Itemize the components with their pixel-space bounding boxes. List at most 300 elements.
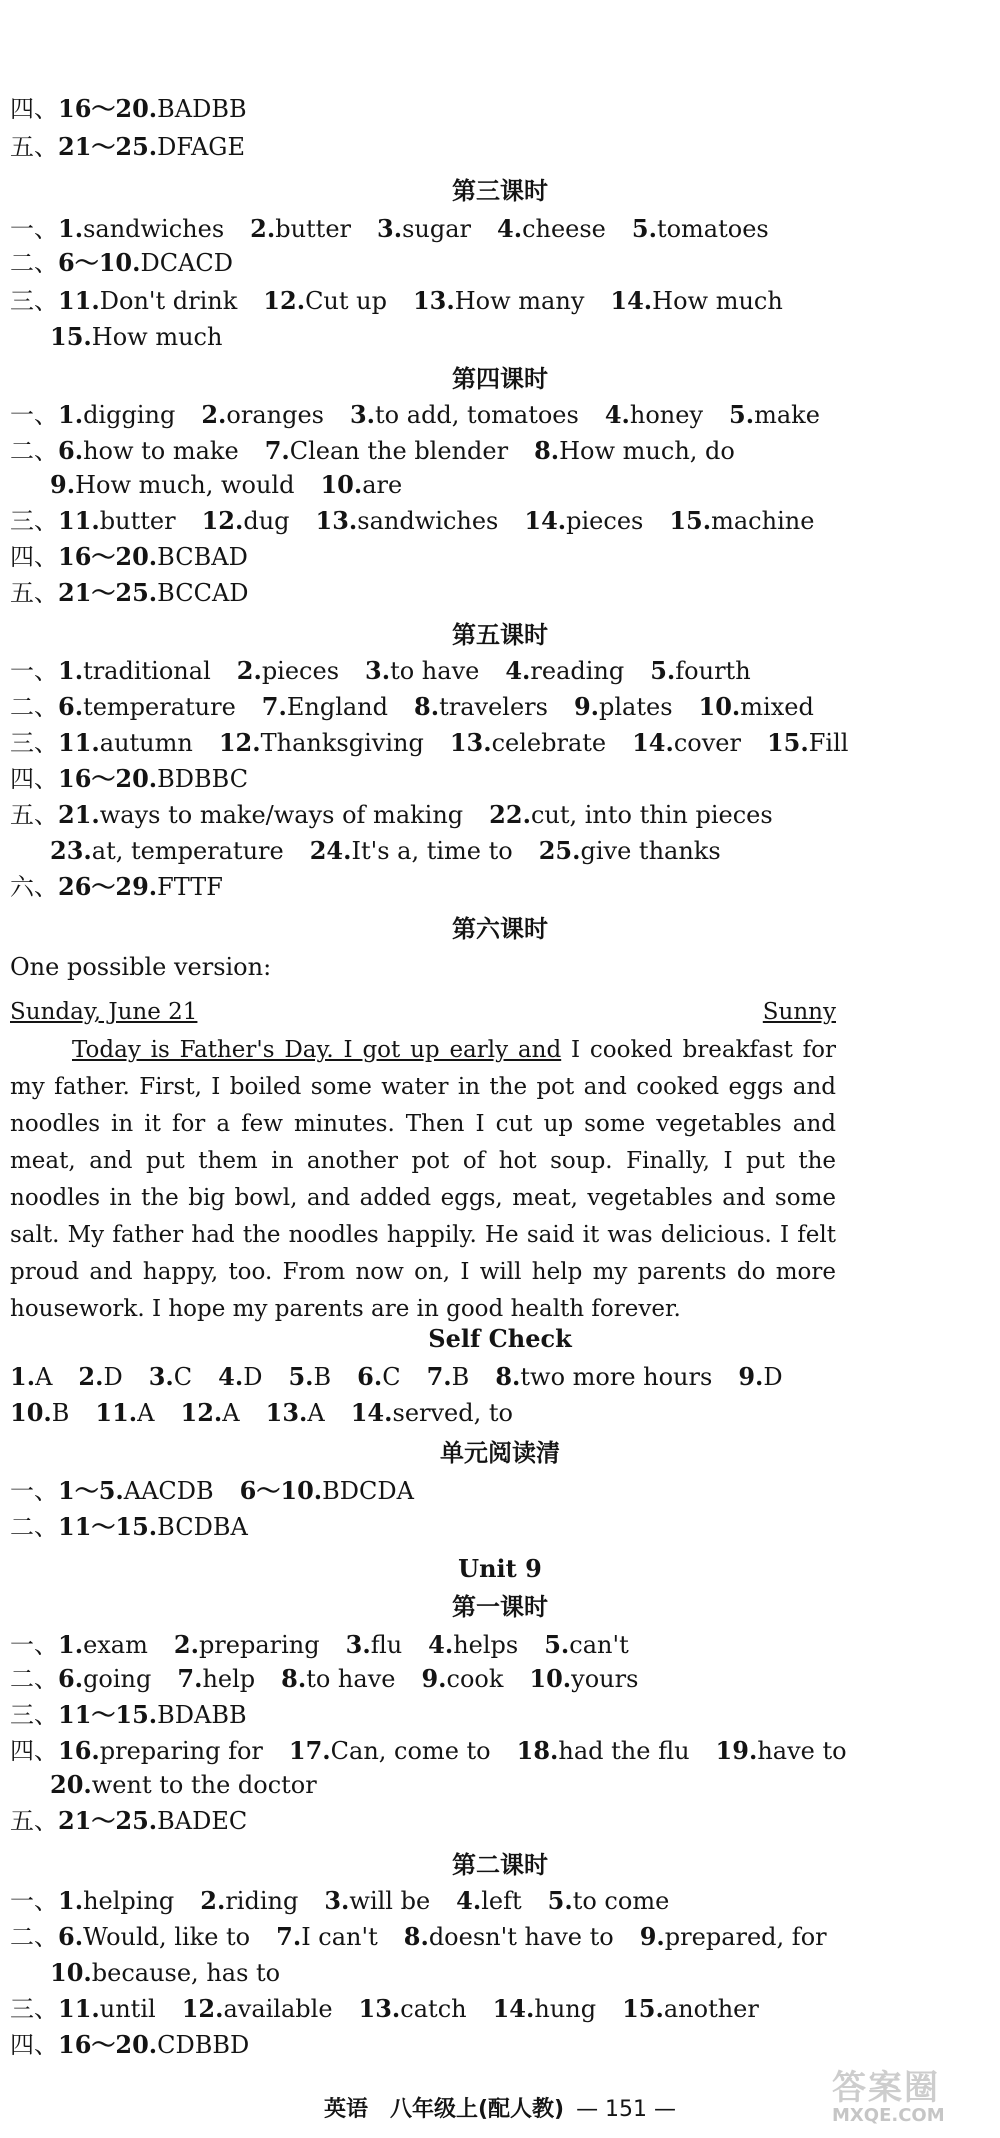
answer-item xyxy=(440,1436,560,1470)
answer-line xyxy=(50,320,990,354)
answer-item xyxy=(699,690,814,724)
answer-text: Clean the blender xyxy=(289,437,509,465)
question-number: 4. xyxy=(456,1886,482,1915)
question-number: 13. xyxy=(265,1398,308,1427)
answer-item xyxy=(428,1628,518,1662)
answer-item xyxy=(10,1804,247,1838)
answer-item xyxy=(738,1360,782,1394)
question-number: 16～20. xyxy=(58,542,158,571)
answer-item xyxy=(640,1920,827,1954)
part-number: 二、 xyxy=(10,693,58,721)
answer-item xyxy=(669,504,814,538)
answer-line xyxy=(10,576,990,610)
part-number: 二、 xyxy=(10,1923,58,1951)
answer-text: prepared, for xyxy=(664,1923,827,1951)
question-number: 17. xyxy=(288,1736,331,1765)
part-number: 三、 xyxy=(10,1995,58,2023)
question-number: 2. xyxy=(200,1886,226,1915)
answer-item xyxy=(10,870,223,904)
answer-item xyxy=(10,398,175,432)
watermark-url: MXQE.COM xyxy=(832,2105,945,2126)
answer-item xyxy=(219,726,424,760)
answer-line xyxy=(10,950,990,984)
question-number: 12. xyxy=(180,1398,223,1427)
question-number: 9. xyxy=(50,470,76,499)
part-number: 五、 xyxy=(10,1807,58,1835)
question-number: 24. xyxy=(309,836,352,865)
answer-item xyxy=(359,1992,467,2026)
answer-text: cut, into thin pieces xyxy=(530,801,773,829)
answer-line xyxy=(10,504,990,538)
answer-text: preparing xyxy=(198,1631,320,1659)
answer-item xyxy=(50,834,284,868)
section-heading xyxy=(10,1552,990,1586)
answer-item xyxy=(10,690,236,724)
answer-item xyxy=(544,1628,629,1662)
question-number: 9. xyxy=(639,1922,665,1951)
answer-item xyxy=(505,654,624,688)
answer-line xyxy=(10,1698,990,1732)
section-title: Self Check xyxy=(428,1324,572,1353)
answer-text: BADEC xyxy=(157,1807,248,1835)
answer-item xyxy=(404,1920,614,1954)
question-number: 4. xyxy=(497,214,523,243)
answer-item xyxy=(288,1360,331,1394)
question-number: 9. xyxy=(573,692,599,721)
answer-text: sandwiches xyxy=(357,507,499,535)
answer-item xyxy=(10,2028,249,2062)
question-number: 13. xyxy=(358,1994,401,2023)
answer-text: to come xyxy=(572,1887,670,1915)
part-number: 一、 xyxy=(10,215,58,243)
answer-item xyxy=(149,1360,192,1394)
answer-item xyxy=(200,1884,298,1918)
question-number: 21～25. xyxy=(58,1806,158,1835)
answer-item xyxy=(10,1474,214,1508)
answer-item xyxy=(427,1360,470,1394)
answer-text: had the flu xyxy=(558,1737,690,1765)
question-number: 14. xyxy=(610,286,653,315)
question-number: 6～10. xyxy=(239,1476,323,1505)
section-title: 第三课时 xyxy=(452,176,548,205)
answer-text: oranges xyxy=(226,401,324,429)
answer-text: at, temperature xyxy=(91,837,284,865)
question-number: 3. xyxy=(365,656,391,685)
question-number: 4. xyxy=(604,400,630,429)
question-number: 5. xyxy=(631,214,657,243)
answer-text: tomatoes xyxy=(656,215,769,243)
question-number: 12. xyxy=(218,728,261,757)
question-number: 14. xyxy=(492,1994,535,2023)
section-title: 单元阅读清 xyxy=(440,1438,560,1467)
answer-text: help xyxy=(202,1665,256,1693)
question-number: 11. xyxy=(58,286,100,315)
answer-line xyxy=(10,398,990,432)
answer-item xyxy=(262,690,388,724)
answer-line xyxy=(10,540,990,574)
answer-line xyxy=(10,1628,990,1662)
answer-text: A xyxy=(35,1363,53,1391)
question-number: 3. xyxy=(345,1630,371,1659)
question-number: 13. xyxy=(449,728,492,757)
answer-text: to have xyxy=(390,657,480,685)
answer-text: Thanksgiving xyxy=(260,729,424,757)
question-number: 7. xyxy=(261,692,287,721)
answer-text: doesn't have to xyxy=(428,1923,614,1951)
answer-text: B xyxy=(51,1399,70,1427)
answer-line xyxy=(10,92,990,126)
part-number: 三、 xyxy=(10,1701,58,1729)
answer-item xyxy=(281,1662,395,1696)
answer-text: AACDB xyxy=(123,1477,214,1505)
answer-text: preparing for xyxy=(99,1737,263,1765)
answer-item xyxy=(534,434,735,468)
question-number: 12. xyxy=(201,506,244,535)
answer-text: pieces xyxy=(566,507,644,535)
answer-text: Fill xyxy=(808,729,849,757)
answer-text: BCCAD xyxy=(157,579,249,607)
part-number: 四、 xyxy=(10,765,58,793)
answer-text: C xyxy=(382,1363,401,1391)
answer-item xyxy=(539,834,721,868)
answer-item xyxy=(767,726,848,760)
answer-item xyxy=(10,130,245,164)
answer-text: fourth xyxy=(675,657,751,685)
answer-line xyxy=(10,1510,990,1544)
answer-item xyxy=(50,468,294,502)
diary-weather: Sunny xyxy=(762,999,836,1025)
answer-item xyxy=(632,726,741,760)
answer-line xyxy=(10,246,990,280)
answer-item xyxy=(174,1628,320,1662)
answer-item xyxy=(182,1992,333,2026)
question-number: 12. xyxy=(181,1994,224,2023)
part-number: 一、 xyxy=(10,401,58,429)
answer-text: can't xyxy=(569,1631,629,1659)
answer-text: going xyxy=(83,1665,152,1693)
question-number: 6. xyxy=(58,1664,84,1693)
model-essay xyxy=(10,1032,836,1328)
answer-item xyxy=(10,1992,156,2026)
question-number: 7. xyxy=(177,1664,203,1693)
answer-item xyxy=(289,1734,491,1768)
answer-line xyxy=(10,130,990,164)
question-number: 13. xyxy=(315,506,358,535)
answer-item xyxy=(177,1662,255,1696)
question-number: 13. xyxy=(412,286,455,315)
part-number: 二、 xyxy=(10,1665,58,1693)
answer-text: D xyxy=(243,1363,263,1391)
answer-text: D xyxy=(103,1363,123,1391)
question-number: 10. xyxy=(698,692,741,721)
answer-text: served, to xyxy=(392,1399,513,1427)
answer-item xyxy=(622,1992,759,2026)
question-number: 20. xyxy=(50,1770,92,1799)
answer-item xyxy=(202,504,290,538)
question-number: 1～5. xyxy=(58,1476,124,1505)
answer-item xyxy=(489,798,773,832)
answer-line xyxy=(10,1804,990,1838)
question-number: 3. xyxy=(377,214,403,243)
section-heading xyxy=(10,1848,990,1882)
part-number: 四、 xyxy=(10,2031,58,2059)
answer-line xyxy=(10,1884,990,1918)
part-number: 四、 xyxy=(10,1737,58,1765)
answer-text: How much xyxy=(91,323,223,351)
answer-item xyxy=(456,1884,521,1918)
answer-item xyxy=(346,1628,403,1662)
answer-item xyxy=(324,1884,430,1918)
answer-text: CDBBD xyxy=(157,2031,250,2059)
answer-text: honey xyxy=(629,401,704,429)
answer-text: B xyxy=(451,1363,470,1391)
question-number: 6. xyxy=(58,1922,84,1951)
answer-text: another xyxy=(663,1995,759,2023)
answer-item xyxy=(650,654,750,688)
section-heading xyxy=(10,174,990,208)
answer-text: dug xyxy=(243,507,290,535)
answer-item xyxy=(517,1734,690,1768)
answer-text: travelers xyxy=(439,693,548,721)
section-title: 第一课时 xyxy=(452,1592,548,1621)
question-number: 26～29. xyxy=(58,872,158,901)
question-number: 21～25. xyxy=(58,132,158,161)
answer-text: DCACD xyxy=(140,249,233,277)
answer-item xyxy=(351,1396,513,1430)
answer-line xyxy=(10,212,990,246)
answer-item xyxy=(50,1956,280,1990)
answer-text: to have xyxy=(306,1665,396,1693)
answer-text: BDCDA xyxy=(322,1477,414,1505)
answer-text: butter xyxy=(99,507,176,535)
question-number: 11. xyxy=(95,1398,138,1427)
answer-text: cheese xyxy=(522,215,606,243)
answer-line xyxy=(10,726,990,760)
question-number: 4. xyxy=(218,1362,244,1391)
question-number: 21～25. xyxy=(58,578,158,607)
part-number: 一、 xyxy=(10,1887,58,1915)
answer-text: give thanks xyxy=(580,837,721,865)
answer-item xyxy=(497,212,606,246)
answer-text: It's a, time to xyxy=(351,837,513,865)
answer-text: cook xyxy=(446,1665,504,1693)
answer-line xyxy=(50,1768,990,1802)
answer-item xyxy=(452,174,548,208)
essay-lead: Today is Father's Day. I got up early and xyxy=(72,1037,562,1063)
answer-item xyxy=(10,762,248,796)
part-number: 二、 xyxy=(10,249,58,277)
answer-item xyxy=(452,618,548,652)
answer-text: Would, like to xyxy=(83,1923,251,1951)
answer-line xyxy=(10,1360,990,1394)
answer-text: cover xyxy=(673,729,741,757)
question-number: 7. xyxy=(426,1362,452,1391)
answer-item xyxy=(729,398,820,432)
answer-item xyxy=(10,1920,250,1954)
answer-item xyxy=(10,950,271,984)
part-number: 三、 xyxy=(10,287,58,315)
answer-item xyxy=(452,1848,548,1882)
answer-item xyxy=(310,834,513,868)
answer-item xyxy=(414,690,548,724)
answer-item xyxy=(240,1474,414,1508)
answer-text: B xyxy=(313,1363,332,1391)
answer-text: helps xyxy=(453,1631,519,1659)
question-number: 5. xyxy=(547,1886,573,1915)
question-number: 25. xyxy=(538,836,581,865)
answer-item xyxy=(421,1662,503,1696)
question-number: 12. xyxy=(263,286,306,315)
answer-text: how to make xyxy=(83,437,239,465)
answer-item xyxy=(10,1698,247,1732)
answer-item xyxy=(10,726,193,760)
part-number: 一、 xyxy=(10,1631,58,1659)
answer-item xyxy=(574,690,673,724)
question-number: 11. xyxy=(58,1994,100,2023)
answer-item xyxy=(266,1396,325,1430)
question-number: 11～15. xyxy=(58,1700,158,1729)
answer-text: until xyxy=(99,1995,156,2023)
question-number: 14. xyxy=(632,728,674,757)
answer-line xyxy=(10,1662,990,1696)
answer-text: BDBBC xyxy=(157,765,249,793)
answer-text: catch xyxy=(400,1995,467,2023)
section-title: 第六课时 xyxy=(452,914,548,943)
answer-text: England xyxy=(286,693,389,721)
answer-item xyxy=(10,92,247,126)
question-number: 15. xyxy=(622,1994,664,2023)
question-number: 2. xyxy=(78,1362,104,1391)
answer-text: left xyxy=(481,1887,522,1915)
page-number: — 151 — xyxy=(576,2097,677,2122)
answer-item xyxy=(529,1662,638,1696)
answer-text: Can, come to xyxy=(330,1737,491,1765)
part-number: 六、 xyxy=(10,873,58,901)
diary-date: Sunday, June 21 xyxy=(10,999,198,1025)
question-number: 6. xyxy=(357,1362,383,1391)
question-number: 16～20. xyxy=(58,94,158,123)
question-number: 5. xyxy=(650,656,676,685)
answer-text: How many xyxy=(454,287,585,315)
answer-text: helping xyxy=(83,1887,175,1915)
answer-text: plates xyxy=(599,693,673,721)
part-number: 三、 xyxy=(10,507,58,535)
question-number: 3. xyxy=(324,1886,350,1915)
answer-text: FTTF xyxy=(157,873,223,901)
answer-item xyxy=(263,284,387,318)
part-number: 一、 xyxy=(10,657,58,685)
answer-item xyxy=(50,1768,317,1802)
question-number: 16～20. xyxy=(58,764,158,793)
answer-item xyxy=(10,1510,248,1544)
answer-text: digging xyxy=(83,401,176,429)
answer-item xyxy=(10,1734,263,1768)
answer-line xyxy=(50,834,990,868)
answer-item xyxy=(452,1590,548,1624)
question-number: 10. xyxy=(50,1958,92,1987)
question-number: 1. xyxy=(58,400,84,429)
answer-text: went to the doctor xyxy=(91,1771,317,1799)
answer-line xyxy=(10,1474,990,1508)
answer-item xyxy=(632,212,769,246)
answer-item xyxy=(10,1662,151,1696)
answer-line xyxy=(50,1956,990,1990)
answer-text: ways to make/ways of making xyxy=(99,801,464,829)
answer-item xyxy=(95,1396,154,1430)
part-number: 四、 xyxy=(10,543,58,571)
question-number: 14. xyxy=(524,506,567,535)
question-number: 9. xyxy=(421,1664,447,1693)
answer-item xyxy=(201,398,324,432)
answer-text: pieces xyxy=(261,657,340,685)
question-number: 23. xyxy=(50,836,92,865)
part-number: 二、 xyxy=(10,1513,58,1541)
answer-line xyxy=(10,1992,990,2026)
answer-item xyxy=(452,912,548,946)
question-number: 10. xyxy=(529,1664,572,1693)
question-number: 11. xyxy=(58,506,100,535)
answer-text: machine xyxy=(711,507,815,535)
answer-text: Don't drink xyxy=(99,287,238,315)
answer-item xyxy=(605,398,703,432)
section-heading xyxy=(10,1590,990,1624)
answer-item xyxy=(716,1734,847,1768)
answer-text: autumn xyxy=(99,729,193,757)
part-number: 五、 xyxy=(10,133,58,161)
answer-item xyxy=(78,1360,122,1394)
answer-item xyxy=(10,1628,148,1662)
answer-text: yours xyxy=(571,1665,639,1693)
question-number: 2. xyxy=(250,214,276,243)
answer-text: sandwiches xyxy=(83,215,225,243)
question-number: 4. xyxy=(428,1630,454,1659)
question-number: 1. xyxy=(10,1362,36,1391)
answer-text: How much xyxy=(652,287,783,315)
answer-item xyxy=(181,1396,240,1430)
section-title: 第四课时 xyxy=(452,364,548,393)
answer-item xyxy=(450,726,606,760)
answer-text: BADBB xyxy=(157,95,247,123)
watermark-stamp xyxy=(832,2060,982,2132)
essay-body: I cooked breakfast for my father. First, I boiled some water in the pot and cooked eggs and noodles in it for a few minutes. Then I cut up some vegetables and meat, and put them in another pot of hot soup. Finally, I put the noodles in the big bowl, and added eggs, meat, vegetables and some salt. My father had the noodles happily. He said it was delicious. I felt proud and happy, too. From now on, I will help my parents do more housework. I hope my parents are in good health forever. xyxy=(10,1037,836,1322)
answer-text: One possible version: xyxy=(10,953,272,981)
question-number: 19. xyxy=(715,1736,758,1765)
question-number: 16～20. xyxy=(58,2030,158,2059)
part-number: 五、 xyxy=(10,579,58,607)
answer-item xyxy=(10,576,249,610)
answer-text: exam xyxy=(83,1631,148,1659)
question-number: 1. xyxy=(58,214,84,243)
question-number: 8. xyxy=(403,1922,429,1951)
answer-text: traditional xyxy=(83,657,211,685)
question-number: 1. xyxy=(58,1630,84,1659)
answer-item xyxy=(10,212,224,246)
answer-text: sugar xyxy=(402,215,471,243)
answer-text: A xyxy=(222,1399,240,1427)
question-number: 8. xyxy=(414,692,440,721)
part-number: 五、 xyxy=(10,801,58,829)
part-number: 三、 xyxy=(10,729,58,757)
question-number: 3. xyxy=(349,400,376,429)
question-number: 1. xyxy=(58,656,84,685)
answer-item xyxy=(548,1884,670,1918)
question-number: 6. xyxy=(58,436,84,465)
question-number: 15. xyxy=(766,728,809,757)
question-number: 22. xyxy=(489,800,531,829)
answer-line xyxy=(10,1734,990,1768)
section-title: 第五课时 xyxy=(452,620,548,649)
question-number: 8. xyxy=(495,1362,521,1391)
